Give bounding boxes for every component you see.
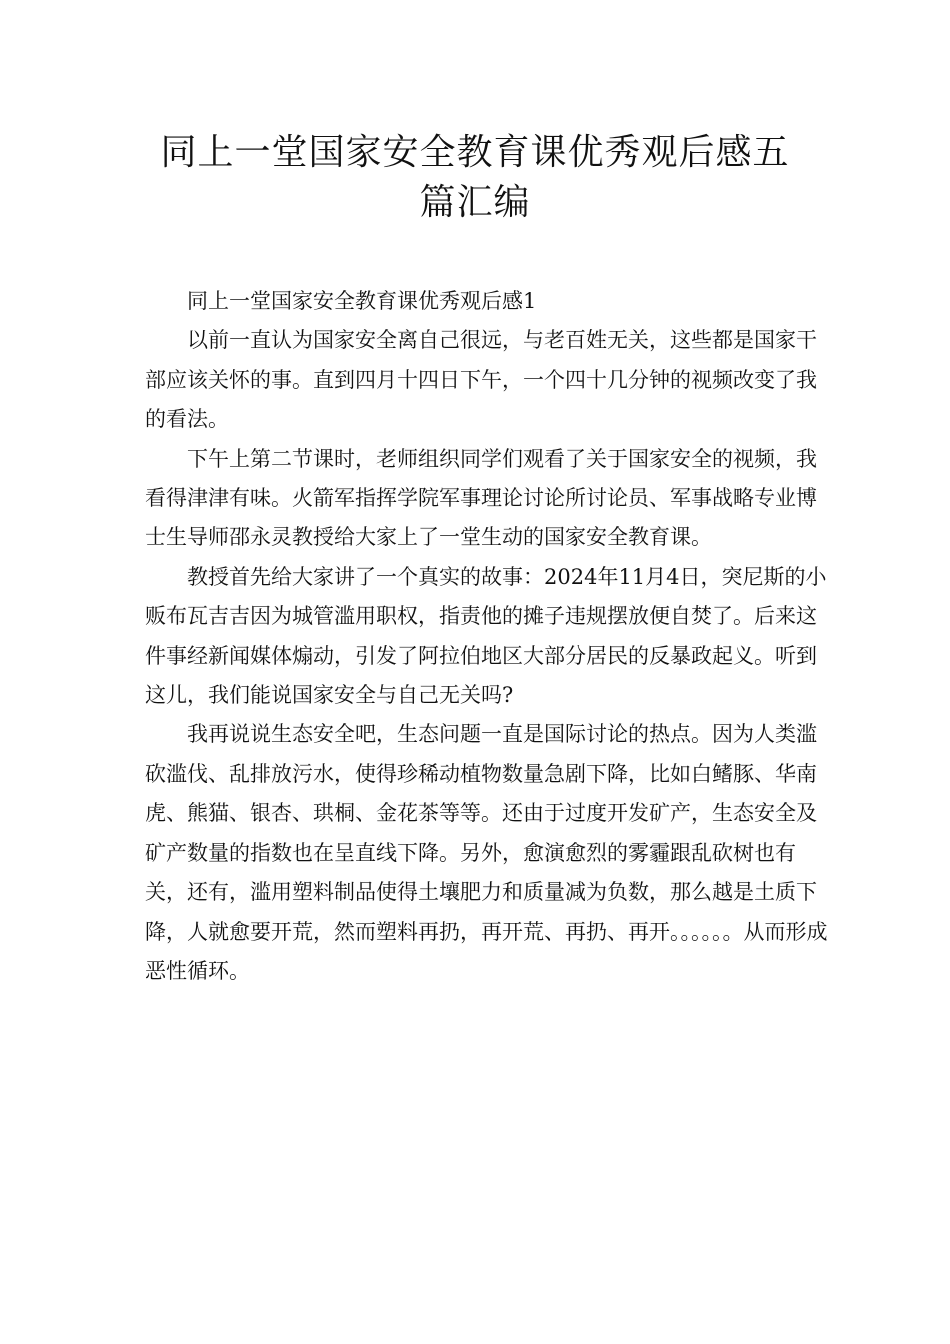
- document-title: [100, 128, 850, 228]
- title-line-1: 同上一堂国家安全教育课优秀观后感五: [160, 132, 790, 173]
- paragraph: 我再说说生态安全吧，生态问题一直是国际讨论的热点。因为人类滥砍滥伐、乱排放污水，使得珍稀动植物数量急剧下降，比如白鳍豚、华南虎、熊猫、银杏、珙桐、金花茶等等。还由于过度开发矿产，生态安全及矿产数量的指数也在呈直线下降。另外，愈演愈烈的雾霾跟乱砍树也有关，还有，滥用塑料制品使得土壤肥力和质量减为负数，那么越是土质下降，人就愈要开荒，然而塑料再扔，再开荒、再扔、再开。。。。。。从而形成恶性循环。: [145, 722, 828, 983]
- title-line-2: 篇汇编: [419, 182, 531, 223]
- paragraph: 下午上第二节课时，老师组织同学们观看了关于国家安全的视频，我看得津津有味。火箭军指挥学院军事理论讨论所讨论员、军事战略专业博士生导师邵永灵教授给大家上了一堂生动的国家安全教育课。: [145, 446, 817, 550]
- paragraph: 教授首先给大家讲了一个真实的故事：2024年11月4日，突尼斯的小贩布瓦吉吉因为城管滥用职权，指责他的摊子违规摆放便自焚了。后来这件事经新闻媒体煽动，引发了阿拉伯地区大部分居民的反暴政起义。听到这儿，我们能说国家安全与自己无关吗?: [145, 564, 827, 708]
- document-body: [145, 282, 835, 991]
- section-heading: 同上一堂国家安全教育课优秀观后感1: [187, 289, 537, 313]
- paragraph: 以前一直认为国家安全离自己很远，与老百姓无关，这些都是国家干部应该关怀的事。直到四月十四日下午，一个四十几分钟的视频改变了我的看法。: [145, 328, 817, 432]
